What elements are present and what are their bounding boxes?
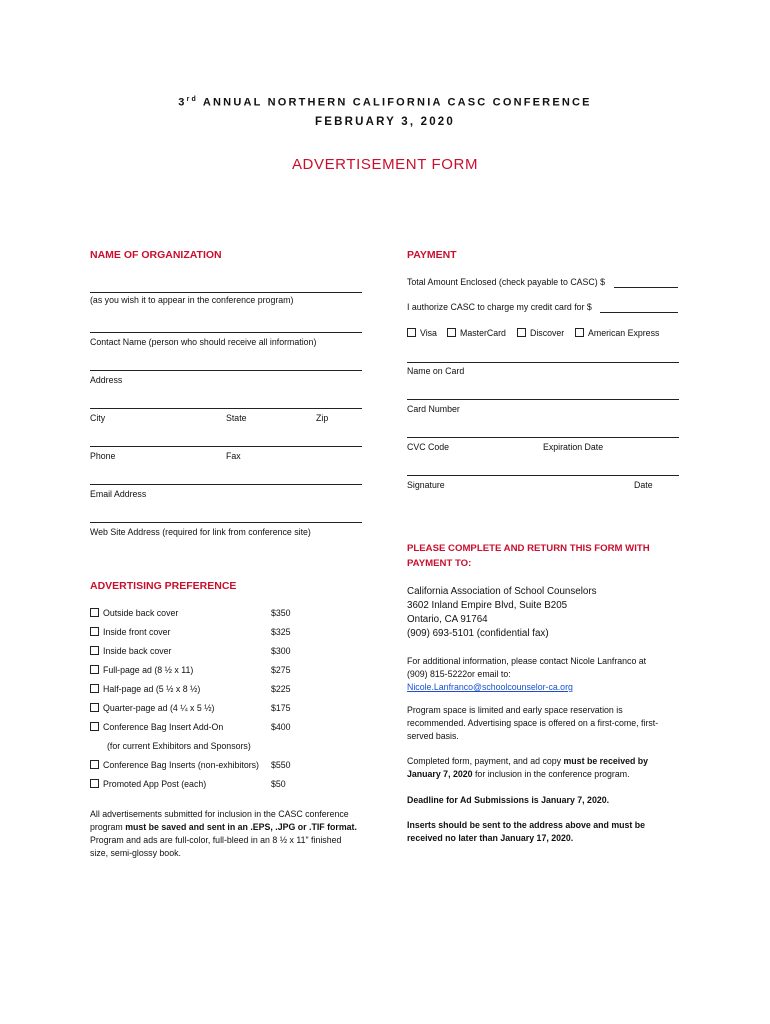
checkbox-icon[interactable] xyxy=(90,608,99,617)
ad-option-inside-back-cover[interactable]: Inside back cover xyxy=(90,646,171,656)
space-note-3: served basis. xyxy=(407,731,459,741)
format-note-4: size, semi-glossy book. xyxy=(90,848,181,858)
ad-price: $275 xyxy=(271,665,291,675)
email-label: Email Address xyxy=(90,489,147,499)
checkbox-icon[interactable] xyxy=(90,665,99,674)
address-field[interactable] xyxy=(90,370,362,371)
website-field[interactable] xyxy=(90,522,362,523)
ad-price: $550 xyxy=(271,760,291,770)
contact-name-label: Contact Name (person who should receive all information) xyxy=(90,337,317,347)
return-heading-2: PAYMENT TO: xyxy=(407,558,472,569)
date-label: Date xyxy=(634,480,653,490)
card-visa[interactable]: Visa xyxy=(407,328,437,338)
return-org: California Association of School Counselors xyxy=(407,586,597,597)
inserts-note-2: received no later than January 17, 2020. xyxy=(407,833,574,843)
state-label: State xyxy=(226,413,247,423)
addon-note: (for current Exhibitors and Sponsors) xyxy=(107,741,251,751)
checkbox-icon[interactable] xyxy=(90,703,99,712)
ad-price: $175 xyxy=(271,703,291,713)
phone-label: Phone xyxy=(90,451,116,461)
inserts-note-1: Inserts should be sent to the address above and must be xyxy=(407,820,646,830)
ad-price: $50 xyxy=(271,779,286,789)
cvc-label: CVC Code xyxy=(407,442,450,452)
signature-field[interactable] xyxy=(407,475,679,476)
card-number-label: Card Number xyxy=(407,404,460,414)
phone-fax-field[interactable] xyxy=(90,446,362,447)
payment-heading: PAYMENT xyxy=(407,249,457,261)
checkbox-icon[interactable] xyxy=(407,328,416,337)
card-mastercard[interactable]: MasterCard xyxy=(447,328,506,338)
address-label: Address xyxy=(90,375,123,385)
return-fax: (909) 693-5101 (confidential fax) xyxy=(407,628,549,639)
checkbox-icon[interactable] xyxy=(90,760,99,769)
return-city: Ontario, CA 91764 xyxy=(407,614,488,625)
ad-option-promoted-app-post[interactable]: Promoted App Post (each) xyxy=(90,779,206,789)
fax-label: Fax xyxy=(226,451,241,461)
deadline-note-2: January 7, 2020 for inclusion in the conference program. xyxy=(407,769,630,779)
checkbox-icon[interactable] xyxy=(90,646,99,655)
space-note-1: Program space is limited and early space reservation is xyxy=(407,705,623,715)
name-on-card-label: Name on Card xyxy=(407,366,465,376)
contact-info-2: (909) 815-5222or email to: xyxy=(407,669,511,679)
email-field[interactable] xyxy=(90,484,362,485)
ad-option-outside-back-cover[interactable]: Outside back cover xyxy=(90,608,178,618)
total-amount-label: Total Amount Enclosed (check payable to CASC) $ xyxy=(407,277,606,287)
return-street: 3602 Inland Empire Blvd, Suite B205 xyxy=(407,600,568,611)
contact-email-link[interactable]: Nicole.Lanfranco@schoolcounselor-ca.org xyxy=(407,682,573,692)
ad-option-full-page[interactable]: Full-page ad (8 ½ x 11) xyxy=(90,665,193,675)
return-heading-1: PLEASE COMPLETE AND RETURN THIS FORM WITH xyxy=(407,543,650,554)
card-amex[interactable]: American Express xyxy=(575,328,659,338)
ad-price: $225 xyxy=(271,684,291,694)
format-note-1: All advertisements submitted for inclusion in the CASC conference xyxy=(90,809,349,819)
ad-price: $300 xyxy=(271,646,291,656)
ad-deadline: Deadline for Ad Submissions is January 7, 2020. xyxy=(407,795,610,805)
contact-info-1: For additional information, please contact Nicole Lanfranco at xyxy=(407,656,647,666)
card-number-field[interactable] xyxy=(407,399,679,400)
city-state-zip-field[interactable] xyxy=(90,408,362,409)
format-note-3: Program and ads are full-color, full-bleed in an 8 ½ x 11" finished xyxy=(90,835,342,845)
format-note-2: program must be saved and sent in an .EPS, .JPG or .TIF format. xyxy=(90,822,357,832)
organization-hint: (as you wish it to appear in the conference program) xyxy=(90,295,294,305)
form-title: ADVERTISEMENT FORM xyxy=(291,156,479,173)
conference-date: FEBRUARY 3, 2020 xyxy=(314,116,456,128)
website-label: Web Site Address (required for link from conference site) xyxy=(90,527,311,537)
authorize-label: I authorize CASC to charge my credit card for $ xyxy=(407,302,592,312)
card-discover[interactable]: Discover xyxy=(517,328,564,338)
ad-price: $325 xyxy=(271,627,291,637)
ad-price: $400 xyxy=(271,722,291,732)
advertising-heading: ADVERTISING PREFERENCE xyxy=(90,580,237,592)
signature-label: Signature xyxy=(407,480,445,490)
checkbox-icon[interactable] xyxy=(517,328,526,337)
cvc-expiration-field[interactable] xyxy=(407,437,679,438)
organization-name-field[interactable] xyxy=(90,292,362,293)
ad-option-quarter-page[interactable]: Quarter-page ad (4 ¼ x 5 ½) xyxy=(90,703,215,713)
name-on-card-field[interactable] xyxy=(407,362,679,363)
checkbox-icon[interactable] xyxy=(90,779,99,788)
ad-price: $350 xyxy=(271,608,291,618)
ad-option-bag-insert-addon[interactable]: Conference Bag Insert Add-On xyxy=(90,722,223,732)
checkbox-icon[interactable] xyxy=(90,722,99,731)
ad-option-inside-front-cover[interactable]: Inside front cover xyxy=(90,627,170,637)
checkbox-icon[interactable] xyxy=(575,328,584,337)
city-label: City xyxy=(90,413,106,423)
contact-name-field[interactable] xyxy=(90,332,362,333)
total-amount-field[interactable] xyxy=(614,287,678,288)
ad-option-bag-inserts[interactable]: Conference Bag Inserts (non-exhibitors) xyxy=(90,760,259,770)
zip-label: Zip xyxy=(316,413,329,423)
ad-option-half-page[interactable]: Half-page ad (5 ½ x 8 ½) xyxy=(90,684,200,694)
expiration-label: Expiration Date xyxy=(543,442,604,452)
checkbox-icon[interactable] xyxy=(447,328,456,337)
authorize-amount-field[interactable] xyxy=(600,312,678,313)
checkbox-icon[interactable] xyxy=(90,627,99,636)
deadline-note-1: Completed form, payment, and ad copy must be received by xyxy=(407,756,649,766)
conference-title: 3rd ANNUAL NORTHERN CALIFORNIA CASC CONFERENCE xyxy=(178,96,592,109)
checkbox-icon[interactable] xyxy=(90,684,99,693)
organization-heading: NAME OF ORGANIZATION xyxy=(90,249,222,261)
space-note-2: recommended. Advertising space is offered on a first-come, first- xyxy=(407,718,659,728)
